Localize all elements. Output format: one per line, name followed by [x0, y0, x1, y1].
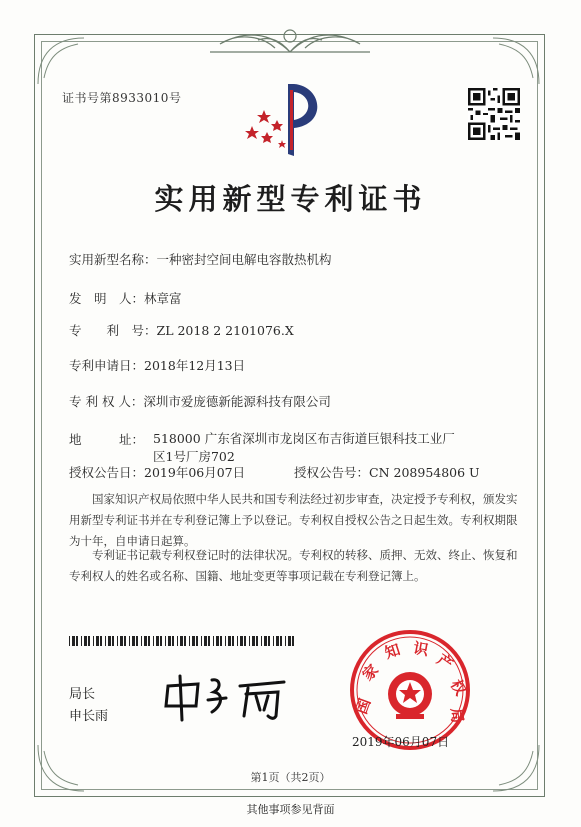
svg-text:权: 权	[446, 676, 470, 699]
svg-text:知: 知	[382, 640, 403, 663]
grant-row	[69, 463, 480, 481]
filing-date-label: 专利申请日：	[69, 358, 145, 373]
seal-date: 2019年06月07日	[352, 735, 450, 749]
patent-office-logo-icon	[244, 80, 326, 158]
address-label: 地 址：	[69, 432, 145, 447]
patent-number-label: 专 利 号：	[69, 323, 157, 338]
patent-number-value: ZL 2018 2 2101076.X	[156, 323, 294, 338]
corner-ornament-icon	[34, 34, 94, 94]
svg-text:识: 识	[411, 638, 430, 660]
grant-number-label: 授权公告号：	[294, 465, 370, 480]
filing-date-value: 2018年12月13日	[144, 358, 246, 373]
svg-text:国: 国	[352, 696, 375, 717]
officer-title: 局长	[69, 687, 96, 702]
top-ornament-icon	[200, 22, 380, 62]
officer-name: 申长雨	[69, 709, 109, 724]
grant-date-label: 授权公告日：	[69, 465, 145, 480]
name-value: 一种密封空间电解电容散热机构	[156, 252, 332, 267]
patentee-label: 专 利 权 人：	[69, 394, 144, 409]
corner-ornament-icon	[483, 735, 543, 795]
grant-date-value: 2019年06月07日	[144, 465, 246, 480]
patent-number-row	[69, 321, 294, 339]
signature-icon	[160, 672, 300, 722]
svg-text:家: 家	[358, 660, 383, 685]
utility-model-name-row	[69, 250, 332, 268]
page-indicator: 第1页（共2页）	[250, 771, 331, 784]
qr-code-icon	[468, 88, 520, 140]
address-value: 518000 广东省深圳市龙岗区布吉街道巨银科技工业厂区1号厂房702	[153, 431, 455, 464]
address-row	[69, 430, 144, 448]
certificate-title: 实用新型专利证书	[154, 182, 427, 216]
svg-text:局: 局	[447, 707, 467, 724]
legal-paragraph-2: 专利证书记载专利权登记时的法律状况。专利权的转移、质押、无效、终止、恢复和专利权人的姓名或名称、国籍、地址变更等事项记载在专利登记簿上。	[69, 548, 518, 583]
corner-ornament-icon	[34, 735, 94, 795]
inventor-value: 林章富	[144, 291, 182, 306]
barcode-strip	[69, 636, 294, 646]
grant-number-value: CN 208954806 U	[369, 465, 480, 480]
inventor-label: 发 明 人：	[69, 291, 145, 306]
legal-paragraph-1: 国家知识产权局依照中华人民共和国专利法经过初步审查，决定授予专利权，颁发实用新型专利证书并在专利登记簿上予以登记。专利权自授权公告之日起生效。专利权期限为十年，自申请日起算。	[69, 492, 518, 548]
name-label: 实用新型名称：	[69, 252, 157, 267]
patentee-value: 深圳市爱庞德新能源科技有限公司	[143, 394, 331, 409]
patentee-row	[69, 392, 331, 410]
inventor-row	[69, 289, 182, 307]
certificate-number: 证书号第8933010号	[62, 91, 182, 105]
svg-text:产: 产	[433, 650, 457, 674]
footer-note: 其他事项参见背面	[246, 803, 335, 816]
filing-date-row	[69, 356, 245, 374]
corner-ornament-icon	[483, 34, 543, 94]
